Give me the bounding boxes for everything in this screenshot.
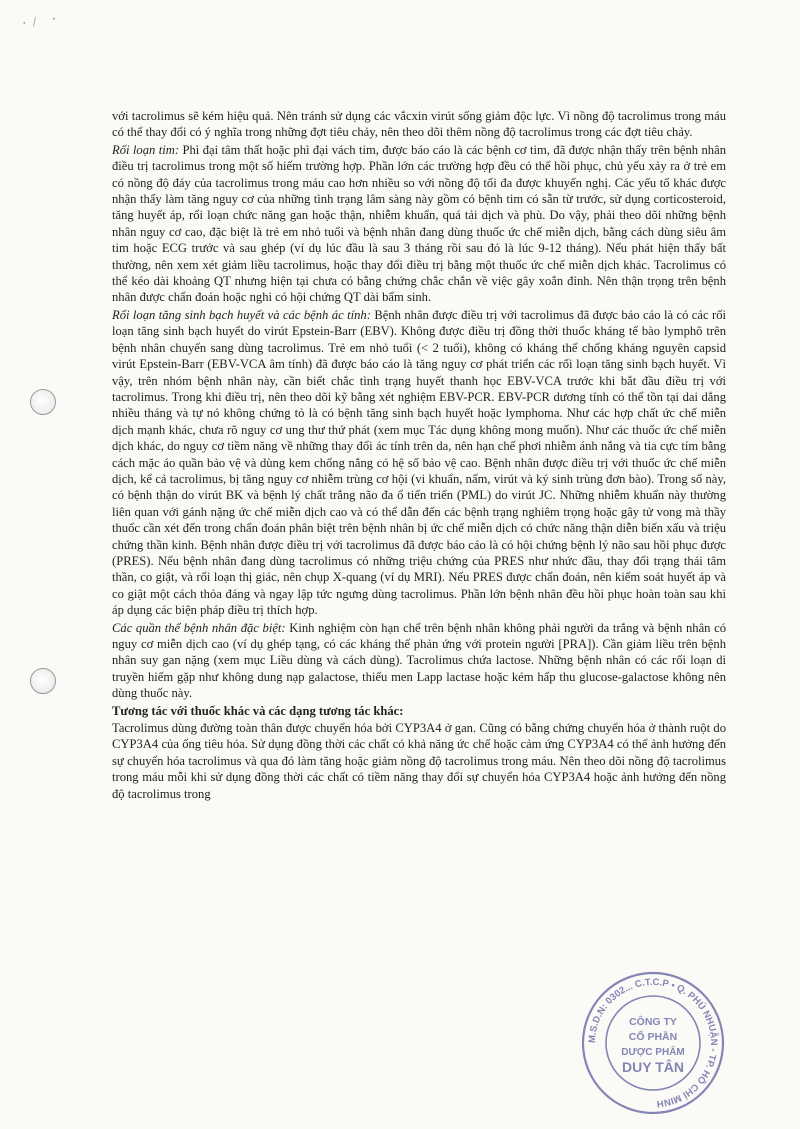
paragraph-text: Bệnh nhân được điều trị với tacrolimus đã được báo cáo là có các rối loạn tăng sinh bạch huyết do virút Epstein-Barr (EBV). Không được điều trị đồng thời thuốc kháng tế bào lymphô trên bệnh nhân chuyển sang dùng tacrolimus. Trẻ em nhỏ tuổi (< 2 tuổi), không có kháng thể chống kháng nguyên capsid virút Epstein-Barr (EBV-VCA âm tính) đã được báo cáo là tăng nguy cơ phát triển các rối loạn tăng sinh bạch huyết. Vì vậy, trên nhóm bệnh nhân này, cần biết chắc tình trạng huyết thanh học EBV-VCA trước khi bắt đầu điều trị với tacrolimus. Trong khi điều trị, nên theo dõi kỹ bằng xét nghiệm EBV-PCR. EBV-PCR dương tính có thể tồn tại dai dẳng nhiều tháng và tự nó không chứng tỏ là có bệnh tăng sinh bạch huyết hoặc lymphoma. Như các hợp chất ức chế miễn dịch mạnh khác, chưa rõ nguy cơ ung thư thứ phát (xem mục Tác dụng không mong muốn). Như các thuốc ức chế miễn dịch khác, do nguy cơ tiềm năng về những thay đổi ác tính trên da, nên hạn chế phơi nhiễm ánh nắng và tia cực tím bằng cách mặc áo quần bảo vệ và dùng kem chống nắng có hệ số bảo vệ cao. Bệnh nhân được điều trị với thuốc ức chế miễn dịch, kể cả tacrolimus, bị tăng nguy cơ nhiễm trùng cơ hội (vi khuẩn, nấm, virút và ký sinh trùng đơn bào). Trong số này, có bệnh thận do virút BK và bệnh lý chất trắng não đa ổ tiến triển (PML) do virút JC. Những nhiễm khuẩn này thường liên quan với gánh nặng ức chế miễn dịch cao và có thể dẫn đến các bệnh trạng nghiêm trọng hoặc gây tử vong mà thầy thuốc cần xét đến trong chẩn đoán phân biệt trên bệnh nhân bị ức chế miễn dịch có chức năng thận diễn biến xấu và triệu chứng thần kinh. Bệnh nhân được điều trị với tacrolimus đã được báo cáo là có hội chứng bệnh lý não sau hồi phục được (PRES). Nếu bệnh nhân đang dùng tacrolimus có những triệu chứng của PRES như nhức đầu, thay đổi trạng thái tâm thần, co giật, và rối loạn thị giác, nên chụp X-quang (ví dụ MRI). Nếu PRES được chẩn đoán, nên kiểm soát huyết áp và co giật một cách thỏa đáng và ngay lập tức ngưng dùng tacrolimus. Phần lớn bệnh nhân đều hồi phục hoàn toàn sau khi áp dụng các biện pháp điều trị thích hợp. [112, 307, 726, 618]
paragraph-text: Kinh nghiệm còn hạn chế trên bệnh nhân không phải người da trắng và bệnh nhân có nguy cơ miễn dịch cao (ví dụ ghép tạng, có các kháng thể phản ứng với protein người [PRA]). Cần giảm liều trên bệnh nhân suy gan nặng (xem mục Liều dùng và cách dùng). Tacrolimus chứa lactose. Những bệnh nhân có các rối loạn di truyền hiếm gặp như không dung nạp galactose, thiếu men Lapp lactase hoặc kém hấp thu glucose-galactose không nên dùng thuốc này. [112, 620, 726, 701]
punch-hole [30, 668, 56, 694]
punch-hole [30, 389, 56, 415]
paragraph-text: với tacrolimus sẽ kém hiệu quả. Nên tránh sử dụng các vắcxin virút sống giảm độc lực. Vì nồng độ tacrolimus trong máu có thể thay đổi có ý nghĩa trong những đợt tiêu chảy, nên theo dõi thêm nồng độ tacrolimus trong các đợt tiêu chảy. [112, 109, 726, 140]
stamp-inner-ring [606, 996, 700, 1090]
stamp-line-3: DƯỢC PHẨM [621, 1047, 685, 1058]
stamp-ring-text: M.S.D.N: 0302... C.T.C.P • Q. PHÚ NHUẬN - TP. HỒ CHÍ MINH [586, 976, 720, 1109]
document-body [112, 108, 726, 803]
paragraph-lead: Rối loạn tim: [112, 142, 180, 157]
section-heading: Tương tác với thuốc khác và các dạng tương tác khác: [112, 703, 404, 718]
section-text: Tacrolimus dùng đường toàn thân được chuyển hóa bởi CYP3A4 ở gan. Cũng có bằng chứng chuyển hóa ở thành ruột do CYP3A4 của ống tiêu hóa. Sử dụng đồng thời các chất có khả năng ức chế hoặc cảm ứng CYP3A4 có thể ảnh hưởng đến sự chuyển hóa tacrolimus và qua đó làm tăng hoặc giảm nồng độ tacrolimus trong máu. Nên theo dõi nồng độ tacrolimus trong máu mỗi khi sử dụng đồng thời các chất có tiềm năng thay đổi sự chuyển hóa CYP3A4 hoặc ảnh hưởng đến nồng độ tacrolimus trong [112, 721, 726, 801]
paragraph-lead: Rối loạn tăng sinh bạch huyết và các bệnh ác tính: [112, 307, 371, 322]
stamp-line-2: CỔ PHẦN [628, 1031, 678, 1043]
stamp-outer-ring [583, 973, 723, 1113]
scan-artifact: ·/ · [21, 11, 64, 32]
paragraph-lead: Các quần thể bệnh nhân đặc biệt: [112, 620, 286, 635]
stamp-line-1: CÔNG TY [629, 1016, 677, 1028]
paragraph-special-populations [112, 620, 726, 702]
stamp-line-4: DUY TÂN [622, 1059, 684, 1075]
paragraph-lymphoproliferative [112, 307, 726, 619]
paragraph-text: Phì đại tâm thất hoặc phì đại vách tim, được báo cáo là các bệnh cơ tim, đã được nhận thấy trên bệnh nhân điều trị tacrolimus trong một số hiếm trường hợp. Phần lớn các trường hợp đều có thể hồi phục, chủ yếu xảy ra ở trẻ em có nồng độ đáy của tacrolimus trong máu cao hơn nhiều so với nồng độ tối đa được khuyến nghị. Các yếu tố khác được nhận thấy làm tăng nguy cơ của những tình trạng lâm sàng này gồm có bệnh tim có sẵn từ trước, sử dụng corticosteroid, tăng huyết áp, rối loạn chức năng gan hoặc thận, nhiễm khuẩn, quá tải dịch và phù. Do vậy, phải theo dõi những bệnh nhân nguy cơ cao, đặc biệt là trẻ em nhỏ tuổi và bệnh nhân đang dùng thuốc ức chế miễn dịch, bằng cách dùng siêu âm tim hoặc ECG trước và sau ghép (ví dụ lúc đầu là sau 3 tháng rồi sau đó là lúc 9-12 tháng). Nếu phát hiện thấy bất thường, nên xem xét giảm liều tacrolimus, hoặc thay đổi điều trị bằng một thuốc ức chế miễn dịch khác. Tacrolimus có thể kéo dài khoảng QT nhưng hiện tại chưa có bằng chứng chắc chắn về việc gây xoắn đỉnh. Nên thận trọng trên bệnh nhân được chẩn đoán hoặc nghi có hội chứng QT dài bẩm sinh. [112, 142, 726, 305]
company-stamp [578, 968, 728, 1118]
paragraph-cardiac [112, 142, 726, 306]
paragraph-continuation [112, 108, 726, 141]
